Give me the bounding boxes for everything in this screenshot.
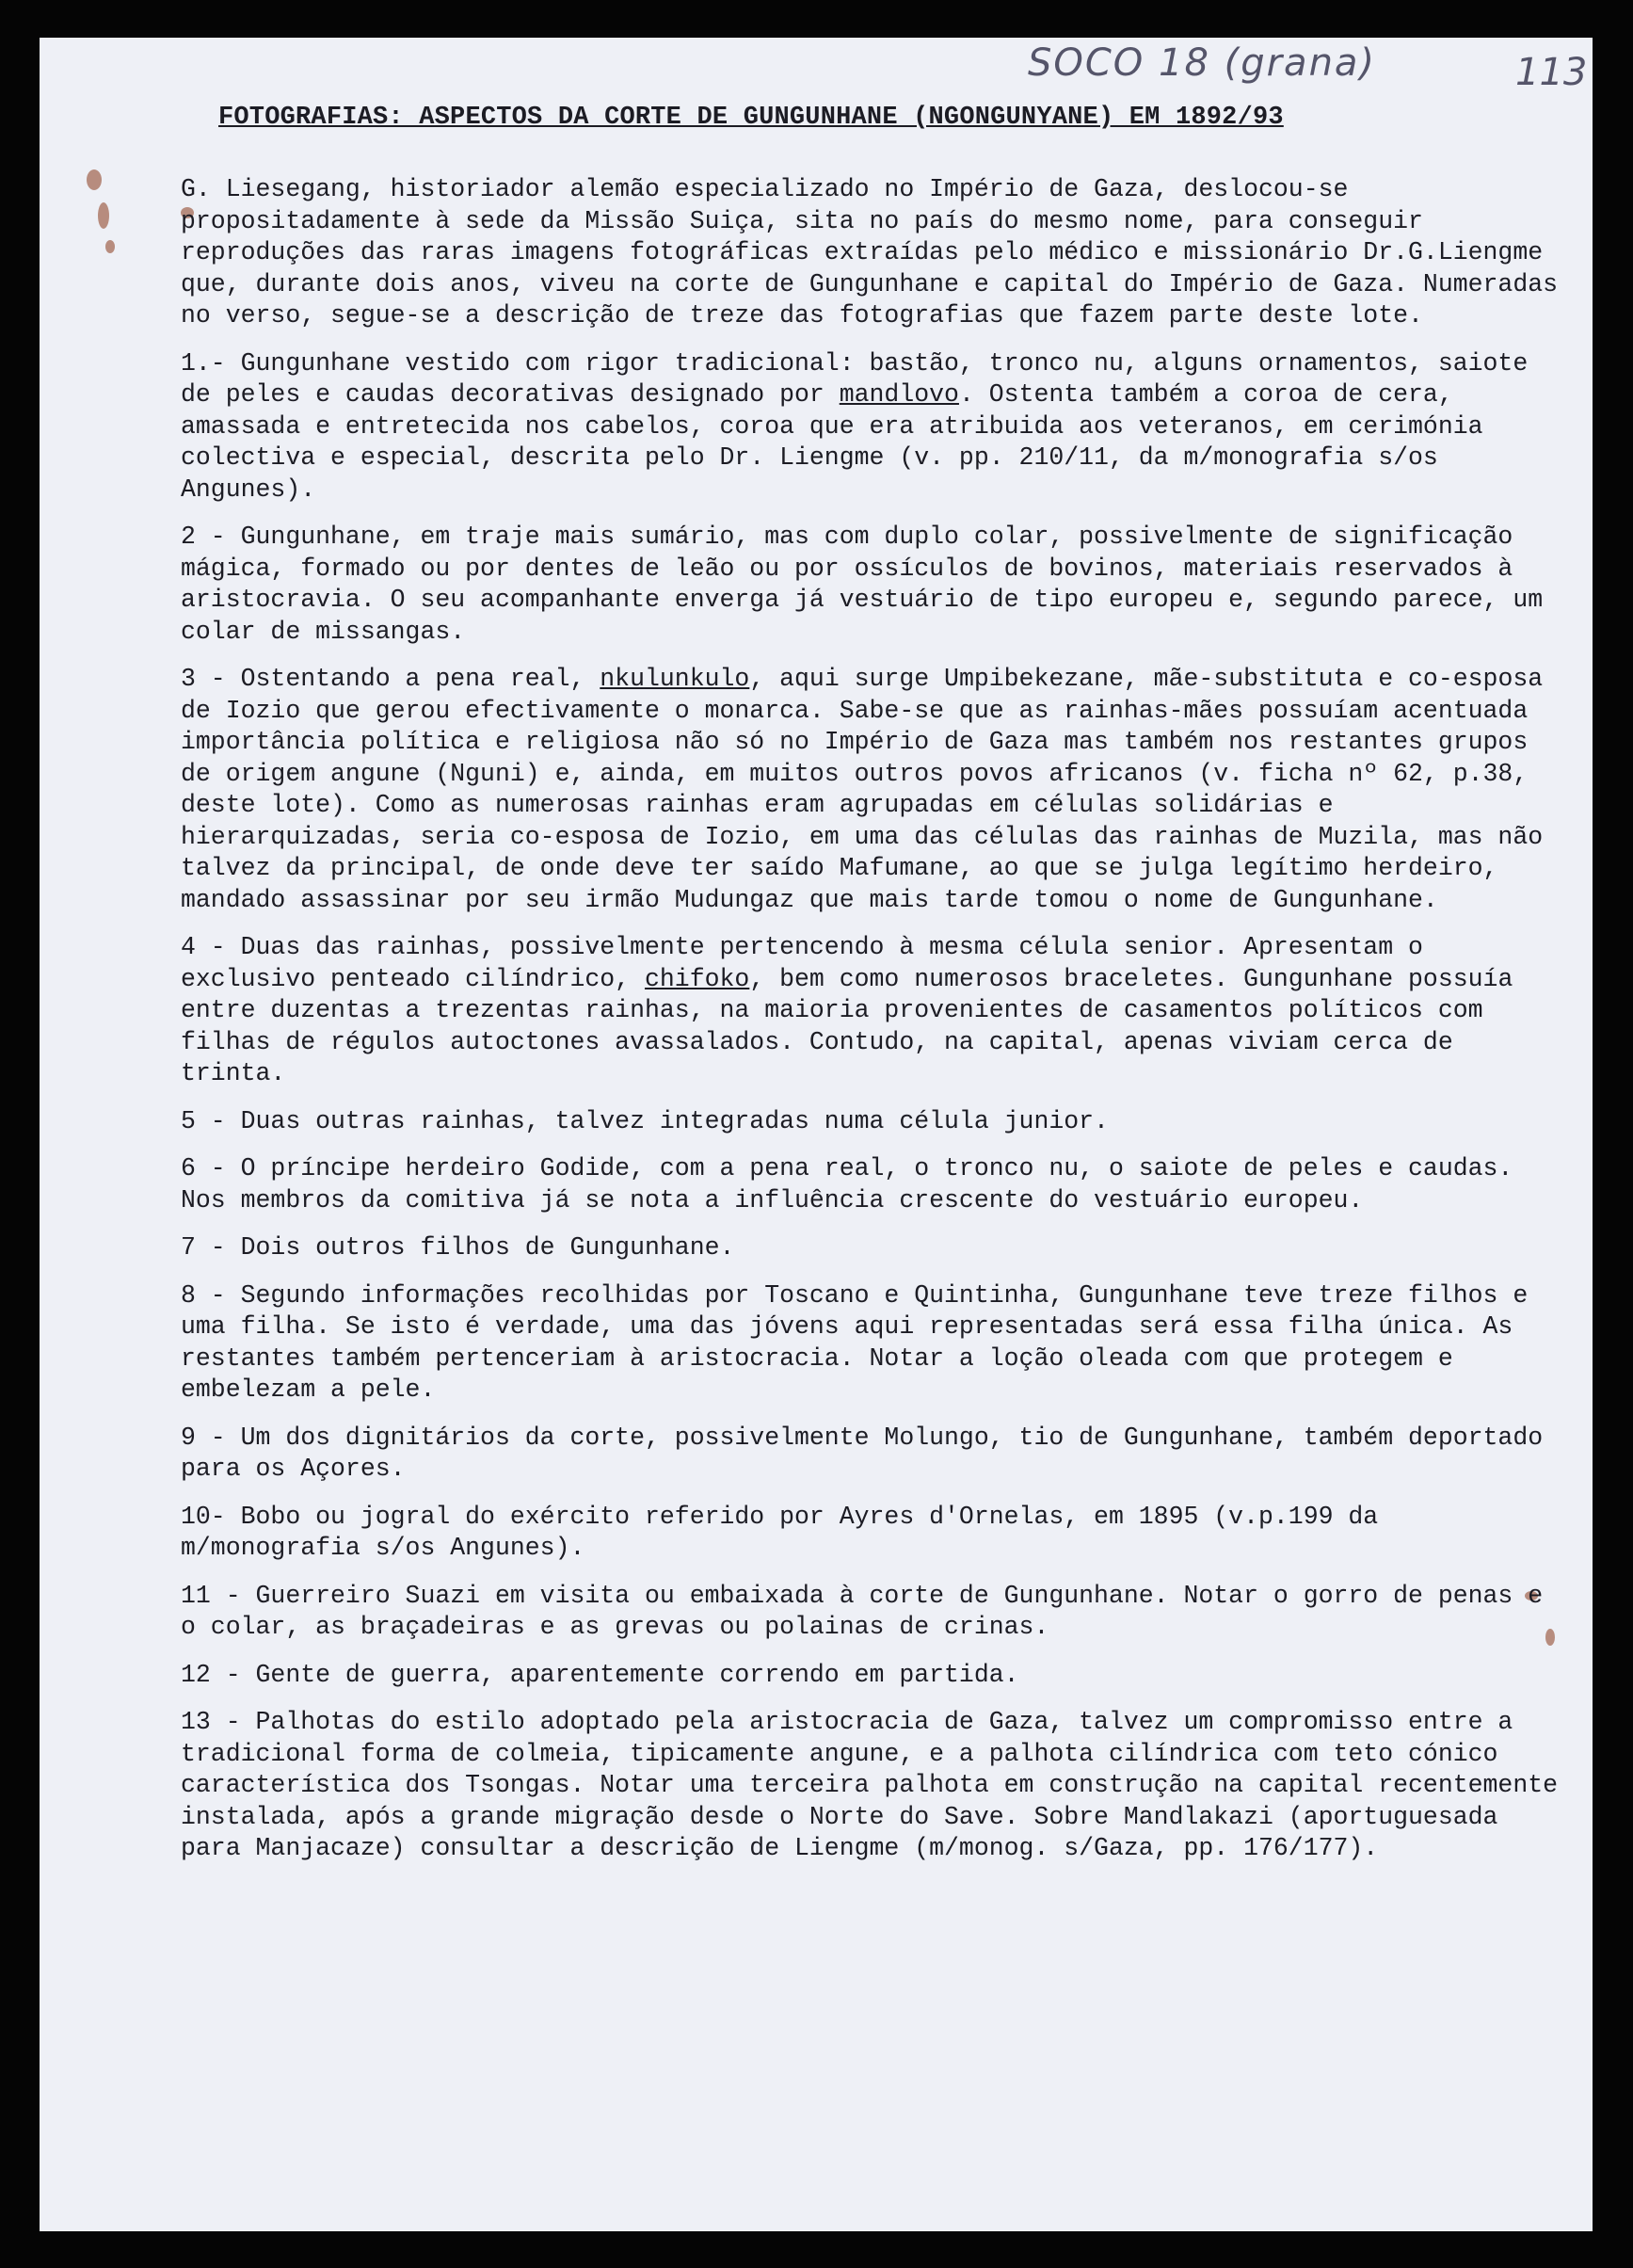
item-text: , aqui surge Umpibekezane, mãe-substituta e co-esposa de Iozio que gerou efectivamente o monarca. Sabe-se que as rainhas-mães possuíam acentuada importância política e religiosa não só no Império de Gaza mas também nos restantes grupos de origem angune (Nguni) e, ainda, em muitos outros povos africanos (v. ficha nº 62, p.38, deste lote). Como as numerosas rainhas eram agrupadas em células solidárias e hierarquizadas, seria co-esposa de Iozio, em uma das células das rainhas de Muzila, mas não talvez da principal, de onde deve ter saído Mafumane, ao que se julga legítimo herdeiro, mandado assassinar por seu irmão Mudungaz que mais tarde tomou o nome de Gungunhane. <box>181 665 1559 914</box>
photo-descriptions-list <box>181 348 1573 1865</box>
handwritten-reference: SOCO 18 (grana) <box>1028 41 1377 85</box>
item-text: 8 - Segundo informações recolhidas por Toscano e Quintinha, Gungunhane teve treze filhos e uma filha. Se isto é verdade, uma das jóvens aqui representadas será essa filha única. As restantes também pertenceriam à aristocracia. Notar a loção oleada com que protegem e embelezam a pele. <box>181 1280 1544 1404</box>
underlined-term: chifoko <box>644 964 750 993</box>
item-text: 10- Bobo ou jogral do exército referido por Ayres d'Ornelas, em 1895 (v.p.199 da m/monografia s/os Angunes). <box>181 1502 1394 1562</box>
photo-description-item <box>181 1153 1564 1216</box>
photo-description-item <box>181 932 1564 1090</box>
item-text: 2 - Gungunhane, em traje mais sumário, mas com duplo colar, possivelmente de significação mágica, formado ou por dentes de leão ou por ossículos de bovinos, materiais reservados à aristocravia. O seu acompanhante enverga já vestuário de tipo europeu e, segundo parece, um colar de missangas. <box>181 523 1559 646</box>
photo-description-item <box>181 1502 1564 1565</box>
item-text: 11 - Guerreiro Suazi em visita ou embaixada à corte de Gungunhane. Notar o gorro de penas e o colar, as braçadeiras e as grevas ou polainas de crinas. <box>181 1581 1559 1641</box>
page-number: 113 <box>1515 51 1588 94</box>
item-text: 6 - O príncipe herdeiro Godide, com a pena real, o tronco nu, o saiote de peles e caudas. Nos membros da comitiva já se nota a influência crescente do vestuário europeu. <box>181 1154 1529 1214</box>
photo-description-item <box>181 1660 1564 1692</box>
photo-description-item <box>181 664 1564 916</box>
item-text: , bem como numerosos braceletes. Gungunhane possuía entre duzentas a trezentas rainhas, na maioria provenientes de casamentos políticos com filhas de régulos autoctones avassalados. Contudo, na capital, apenas viviam cerca de trinta. <box>181 964 1529 1087</box>
photo-description-item <box>181 1423 1564 1486</box>
item-text: 12 - Gente de guerra, aparentemente correndo em partida. <box>181 1660 1019 1689</box>
photo-description-item <box>181 1106 1564 1138</box>
item-text: 1.- Gungunhane vestido com rigor tradicional: bastão, tronco nu, alguns ornamentos, saiote de peles e caudas decorativas designado por <box>181 348 1544 409</box>
item-text: 5 - Duas outras rainhas, talvez integradas numa célula junior. <box>181 1106 1109 1135</box>
photo-description-item <box>181 1232 1564 1264</box>
underlined-term: nkulunkulo <box>600 665 750 693</box>
rust-stain <box>87 169 102 190</box>
document-body <box>181 174 1573 1881</box>
intro-paragraph: G. Liesegang, historiador alemão especializado no Império de Gaza, deslocou-se propositadamente à sede da Missão Suiça, sita no país do mesmo nome, para conseguir reproduções das raras imagens fotográficas extraídas pelo médico e missionário Dr.G.Liengme que, durante dois anos, viveu na corte de Gungunhane e capital do Império de Gaza. Numeradas no verso, segue-se a descrição de treze das fotografias que fazem parte deste lote. <box>181 175 1573 330</box>
document-title: FOTOGRAFIAS: ASPECTOS DA CORTE DE GUNGUNHANE (NGONGUNYANE) EM 1892/93 <box>218 104 1284 132</box>
item-text: 9 - Um dos dignitários da corte, possivelmente Molungo, tio de Gungunhane, também deportado para os Açores. <box>181 1423 1559 1483</box>
rust-stain <box>98 202 109 229</box>
photo-description-item <box>181 1707 1573 1865</box>
underlined-term: mandlovo <box>839 380 959 409</box>
item-text: 13 - Palhotas do estilo adoptado pela aristocracia de Gaza, talvez um compromisso entre a tradicional forma de colmeia, tipicamente angune, e a palhota cilíndrica com teto cónico característica dos Tsongas. Notar uma terceira palhota em construção na capital recentemente instalada, após a grande migração desde o Norte do Save. Sobre Mandlakazi (aportuguesada para Manjacaze) consultar a descrição de Liengme (m/monog. s/Gaza, pp. 176/177). <box>181 1708 1573 1862</box>
photo-description-item <box>181 1581 1564 1644</box>
item-text: 3 - Ostentando a pena real, <box>181 665 600 693</box>
item-text: 4 - Duas das rainhas, possivelmente pertencendo à mesma célula senior. Apresentam o exclusivo penteado cilíndrico, <box>181 933 1438 993</box>
photo-description-item <box>181 522 1564 648</box>
item-text: . Ostenta também a coroa de cera, amassada e entretecida nos cabelos, coroa que era atribuida aos veteranos, em cerimónia colectiva e especial, descrita pelo Dr. Liengme (v. pp. 210/11, da m/monografia s/os Angunes). <box>181 380 1498 504</box>
document-page <box>40 38 1593 2231</box>
photo-description-item <box>181 348 1564 507</box>
rust-stain <box>105 240 115 253</box>
item-text: 7 - Dois outros filhos de Gungunhane. <box>181 1233 735 1262</box>
photo-description-item <box>181 1280 1564 1407</box>
